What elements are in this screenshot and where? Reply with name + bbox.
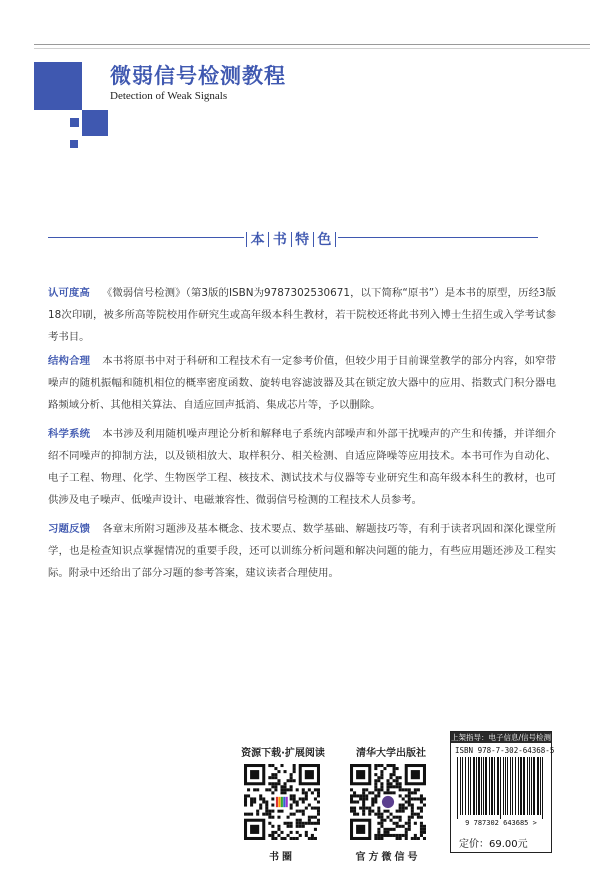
book-title: 微弱信号检测教程 — [110, 64, 286, 88]
qr-code-left[interactable] — [244, 764, 320, 840]
feature-label: 习题反馈 — [48, 523, 91, 535]
section-rule-left — [48, 237, 244, 238]
isbn-text: ISBN 978-7-302-64368-5 — [455, 746, 555, 755]
section-title-char: 色 — [317, 232, 332, 248]
section-title-char: 特 — [295, 232, 310, 248]
barcode-icon — [455, 757, 547, 819]
section-title-char: 本 — [250, 232, 265, 248]
feature-paragraph — [48, 423, 556, 511]
qr-left-label: 资源下载·扩展阅读 — [241, 748, 325, 759]
feature-text: 本书涉及利用随机噪声理论分析和解释电子系统内部噪声和外部干扰噪声的产生和传播，并详细介绍不同噪声的抑制方法，以及锁相放大、取样积分、相关检测、自适应降噪等应用技术。本书可作为自动化、电子工程、物理、化学、生物医学工程、核技术、测试技术与仪器等专业研究生和高年级本科生的教材，也可供涉及电子噪声、低噪声设计、电磁兼容性、微弱信号检测的工程技术人员参考。 — [48, 428, 557, 506]
qr-right-caption: 官方微信号 — [355, 852, 421, 863]
top-rule — [34, 44, 590, 45]
barcode-panel — [450, 731, 555, 853]
feature-text: 本书将原书中对于科研和工程技术有一定参考价值，但较少用于目前课堂教学的部分内容，如窄带噪声的随机振幅和随机相位的概率密度函数、旋转电容滤波器及其在锁定放大器中的应用、指数式门积分器电路频域分析、其他相关算法、自适应回声抵消、集成芯片等，予以删除。 — [48, 355, 557, 411]
feature-text: 各章末所附习题涉及基本概念、技术要点、数学基础、解题技巧等，有利于读者巩固和深化课堂所学，也是检查知识点掌握情况的重要手段，还可以训练分析问题和解决问题的能力，有些应用题还涉及工程实际。附录中还给出了部分习题的参考答案，建议读者合理使用。 — [48, 523, 557, 579]
price: 定价：69.00元 — [459, 839, 528, 850]
feature-paragraph — [48, 282, 556, 348]
feature-paragraph — [48, 518, 556, 584]
feature-label: 结构合理 — [48, 355, 91, 367]
feature-label: 科学系统 — [48, 428, 91, 440]
shelf-category: 上架指导：电子信息/信号检测 — [451, 733, 551, 742]
qr-right-label: 清华大学出版社 — [356, 748, 426, 759]
qr-left-caption: 书圈 — [269, 852, 295, 863]
top-rule-thin — [34, 48, 590, 49]
qr-code-right[interactable] — [350, 764, 426, 840]
section-title — [246, 229, 336, 249]
section-title-char: 书 — [272, 232, 287, 248]
feature-label: 认可度高 — [48, 287, 90, 299]
feature-paragraph — [48, 350, 556, 416]
section-rule-right — [338, 237, 538, 238]
book-subtitle: Detection of Weak Signals — [110, 90, 228, 102]
feature-text: 《微弱信号检测》（第3版的ISBN为9787302530671，以下简称“原书”）是本书的原型，历经3版18次印刷，被多所高等院校用作研究生或高年级本科生教材，若干院校还将此书列入博士生招生或入学考试参考书目。 — [48, 287, 556, 343]
barcode-digits: 9 787302 643685 > — [465, 819, 537, 827]
